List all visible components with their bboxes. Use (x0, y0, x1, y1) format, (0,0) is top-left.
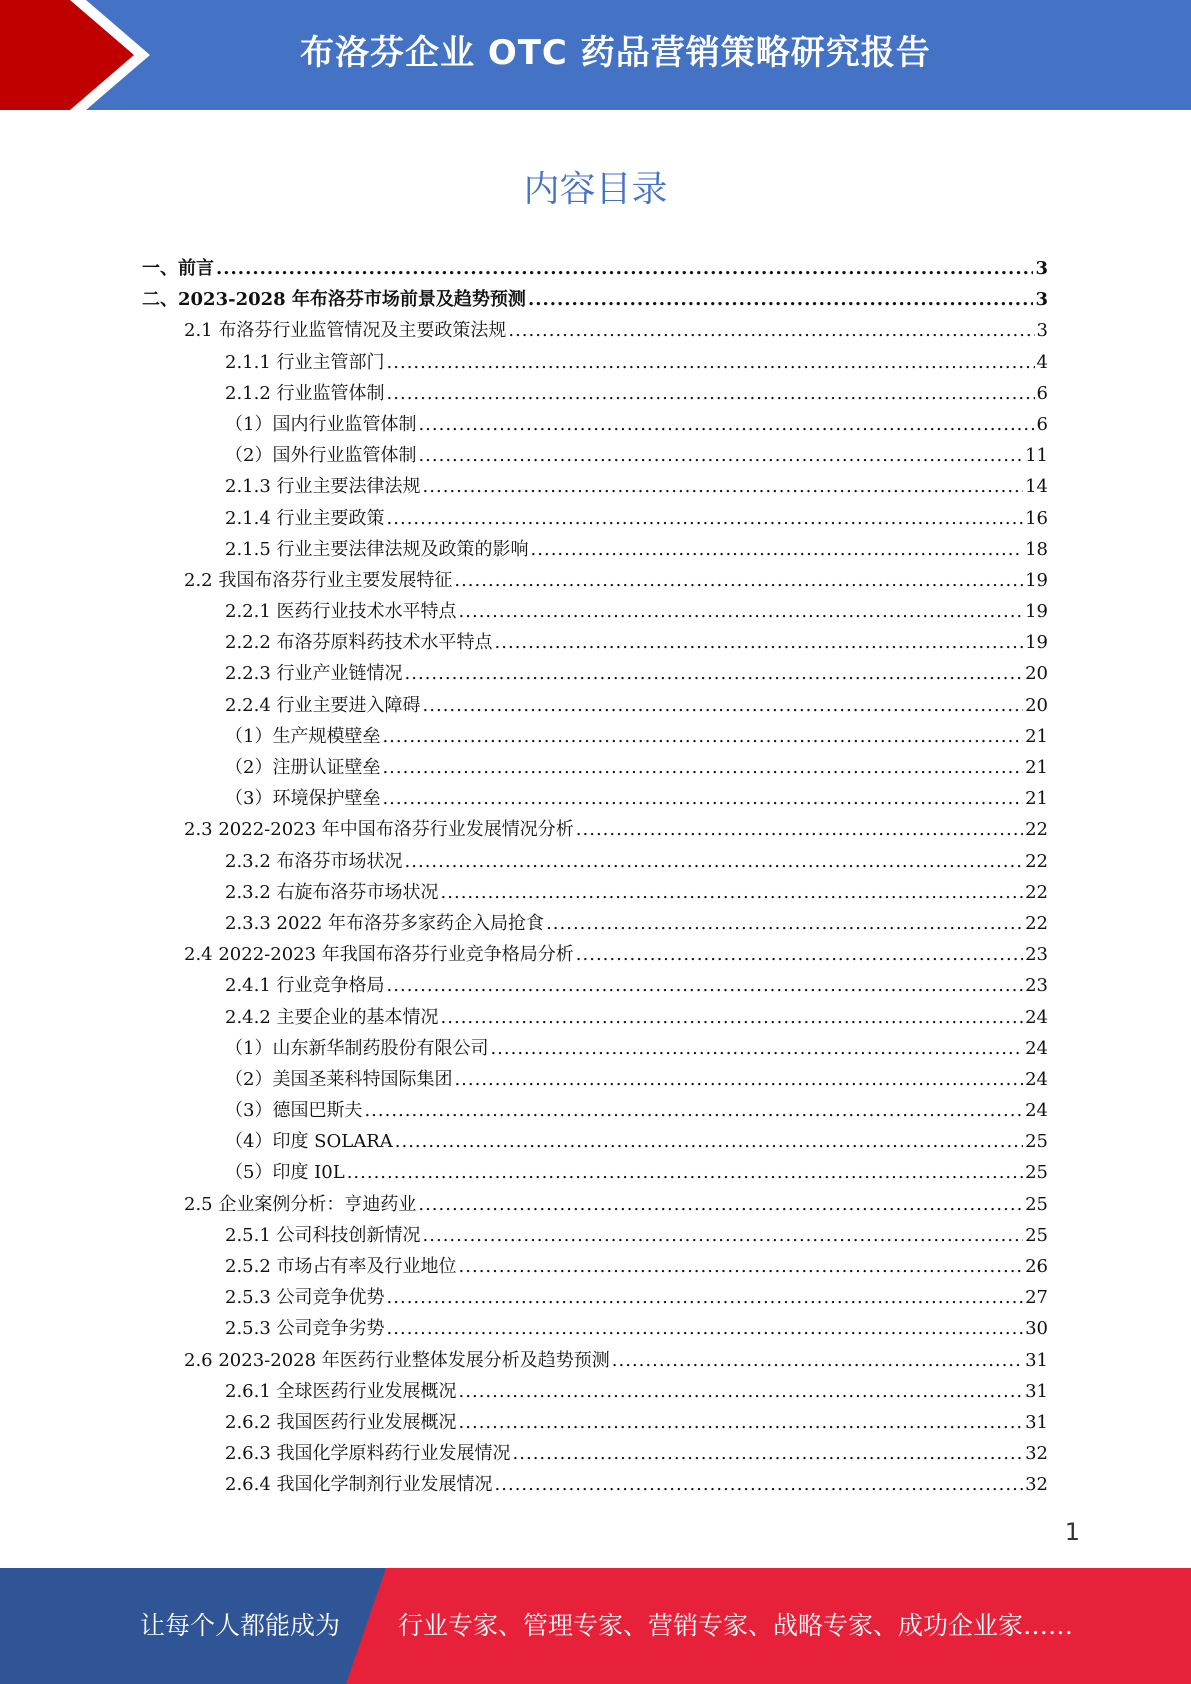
toc-entry-label: 2.2.1 医药行业技术水平特点 (225, 601, 457, 623)
toc-entry-label: 2.4 2022-2023 年我国布洛芬行业竞争格局分析 (184, 944, 574, 966)
toc-entry[interactable] (142, 379, 1048, 410)
toc-leader-dots (387, 383, 1035, 404)
toc-entry-label: 2.1.3 行业主要法律法规 (225, 476, 421, 498)
toc-leader-dots (612, 1350, 1023, 1371)
toc-entry[interactable] (142, 1221, 1048, 1252)
toc-entry-page: 32 (1025, 1474, 1048, 1496)
toc-leader-dots (387, 975, 1024, 996)
toc-entry-label: 2.4.1 行业竞争格局 (225, 975, 385, 997)
toc-leader-dots (495, 1474, 1024, 1495)
toc-entry-label: 2.6.1 全球医药行业发展概况 (225, 1380, 457, 1402)
toc-entry-page: 23 (1025, 944, 1048, 966)
toc-entry[interactable] (142, 472, 1048, 503)
toc-entry[interactable] (142, 1314, 1048, 1345)
toc-leader-dots (347, 1162, 1023, 1183)
toc-entry-label: （2）注册认证壁垒 (225, 757, 381, 778)
toc-entry-page: 24 (1025, 1068, 1048, 1090)
toc-entry-label: 2.3.3 2022 年布洛芬多家药企入局抢食 (225, 912, 545, 934)
toc-leader-dots (387, 1318, 1024, 1339)
toc-entry-page: 24 (1025, 1037, 1048, 1059)
toc-entry[interactable] (142, 1346, 1048, 1377)
toc-entry[interactable] (142, 691, 1048, 722)
toc-leader-dots (454, 1069, 1023, 1090)
toc-entry[interactable] (142, 971, 1048, 1002)
toc-entry-label: 2.2.3 行业产业链情况 (225, 663, 403, 685)
toc-entry[interactable] (142, 597, 1048, 628)
toc-entry[interactable] (142, 535, 1048, 566)
footer-slogan-left: 让每个人都能成为 (140, 1611, 341, 1640)
toc-entry-label: 2.6.4 我国化学制剂行业发展情况 (225, 1474, 493, 1496)
toc-entry-label: 2.5 企业案例分析：亨迪药业 (184, 1193, 417, 1215)
toc-entry-page: 25 (1025, 1131, 1048, 1153)
toc-entry[interactable] (142, 316, 1048, 347)
toc-leader-dots (387, 1287, 1024, 1308)
toc-entry-label: 2.1.2 行业监管体制 (225, 382, 385, 404)
toc-entry[interactable] (142, 410, 1048, 441)
toc-entry-page: 27 (1025, 1287, 1048, 1309)
toc-leader-dots (364, 1100, 1023, 1121)
toc-entry[interactable] (142, 1252, 1048, 1283)
toc-entry-page: 32 (1025, 1443, 1048, 1465)
toc-entry-page: 25 (1025, 1162, 1048, 1184)
toc-entry-page: 20 (1025, 663, 1048, 685)
toc-entry-page: 22 (1025, 819, 1048, 841)
toc-entry-label: 一、前言 (142, 258, 214, 279)
toc-entry[interactable] (142, 940, 1048, 971)
toc-entry-page: 6 (1036, 413, 1048, 435)
toc-entry-page: 21 (1025, 757, 1048, 778)
toc-entry-page: 18 (1025, 538, 1048, 560)
toc-entry-label: 2.3.2 右旋布洛芬市场状况 (225, 881, 439, 903)
toc-entry-page: 21 (1025, 725, 1048, 747)
toc-entry[interactable] (142, 1034, 1048, 1065)
toc-leader-dots (508, 320, 1034, 341)
toc-leader-dots (441, 1007, 1024, 1028)
toc-leader-dots (418, 1194, 1023, 1215)
toc-entry-label: （1）国内行业监管体制 (225, 413, 417, 435)
toc-leader-dots (459, 1256, 1024, 1277)
header-chevron-icon (0, 0, 160, 110)
toc-entry[interactable] (142, 815, 1048, 846)
toc-leader-dots (441, 882, 1024, 903)
footer-slogan-right: 行业专家、管理专家、营销专家、战略专家、成功企业家…… (398, 1611, 1074, 1640)
toc-entry[interactable] (142, 285, 1048, 316)
toc-entry-page: 30 (1025, 1318, 1048, 1340)
toc-leader-dots (387, 352, 1035, 373)
toc-leader-dots (418, 414, 1034, 435)
toc-entry-label: 2.3.2 布洛芬市场状况 (225, 850, 403, 872)
toc-entry-page: 14 (1025, 476, 1048, 498)
toc-entry-label: 2.5.3 公司竞争劣势 (225, 1318, 385, 1340)
toc-entry-label: 2.1 布洛芬行业监管情况及主要政策法规 (184, 320, 507, 342)
toc-entry-page: 19 (1025, 569, 1048, 591)
toc-entry[interactable] (142, 1377, 1048, 1408)
toc-leader-dots (387, 508, 1024, 529)
toc-entry-label: （1）山东新华制药股份有限公司 (225, 1037, 489, 1059)
toc-entry-label: 2.2.4 行业主要进入障碍 (225, 694, 421, 716)
toc-leader-dots (459, 1381, 1024, 1402)
toc-entry[interactable] (142, 1158, 1048, 1189)
toc-entry-label: （5）印度 I0L (225, 1162, 345, 1184)
toc-entry-label: 2.2.2 布洛芬原料药技术水平特点 (225, 632, 493, 654)
toc-leader-dots (423, 1225, 1024, 1246)
toc-entry-label: （3）德国巴斯夫 (225, 1100, 363, 1122)
toc-leader-dots (418, 445, 1023, 466)
toc-leader-dots (382, 788, 1023, 809)
toc-entry[interactable] (142, 1190, 1048, 1221)
toc-entry-label: 2.4.2 主要企业的基本情况 (225, 1006, 439, 1028)
toc-entry[interactable] (142, 847, 1048, 878)
toc-entry-page: 31 (1025, 1380, 1048, 1402)
toc-leader-dots (423, 695, 1024, 716)
toc-entry-page: 19 (1025, 601, 1048, 623)
toc-entry-page: 22 (1025, 850, 1048, 872)
toc-leader-dots (423, 476, 1024, 497)
toc-leader-dots (531, 539, 1024, 560)
toc-entry-page: 3 (1036, 320, 1048, 342)
toc-entry-page: 25 (1025, 1224, 1048, 1246)
toc-entry-page: 21 (1025, 788, 1048, 810)
toc-leader-dots (490, 1038, 1023, 1059)
toc-entry-page: 3 (1035, 258, 1048, 279)
toc-leader-dots (528, 289, 1034, 310)
toc-leader-dots (495, 632, 1024, 653)
toc-entry-page: 24 (1025, 1100, 1048, 1122)
toc-entry-page: 3 (1035, 289, 1048, 311)
toc-entry-label: 2.1.5 行业主要法律法规及政策的影响 (225, 538, 529, 560)
toc-entry-label: 2.1.4 行业主要政策 (225, 507, 385, 529)
toc-entry-label: （2）美国圣莱科特国际集团 (225, 1068, 453, 1090)
toc-entry[interactable] (142, 1439, 1048, 1470)
toc-entry[interactable] (142, 1096, 1048, 1127)
toc-entry-page: 16 (1025, 507, 1048, 529)
toc-entry[interactable] (142, 348, 1048, 379)
toc-entry[interactable] (142, 254, 1048, 285)
table-of-contents (142, 254, 1048, 1502)
toc-leader-dots (576, 944, 1023, 965)
toc-entry[interactable] (142, 1127, 1048, 1158)
toc-entry-page: 26 (1025, 1256, 1048, 1277)
toc-entry[interactable] (142, 784, 1048, 815)
toc-entry[interactable] (142, 1283, 1048, 1314)
toc-leader-dots (216, 258, 1033, 279)
toc-entry[interactable] (142, 909, 1048, 940)
toc-entry-page: 19 (1025, 632, 1048, 654)
page-header (0, 0, 1191, 110)
toc-entry-page: 22 (1025, 912, 1048, 934)
toc-entry[interactable] (142, 1003, 1048, 1034)
toc-entry-label: 2.3 2022-2023 年中国布洛芬行业发展情况分析 (184, 819, 574, 841)
toc-entry-label: 2.5.1 公司科技创新情况 (225, 1224, 421, 1246)
report-title: 布洛芬企业 OTC 药品营销策略研究报告 (300, 33, 931, 73)
toc-entry-page: 11 (1025, 445, 1048, 467)
toc-entry-label: 二、2023-2028 年布洛芬市场前景及趋势预测 (142, 289, 526, 311)
toc-entry-page: 25 (1025, 1193, 1048, 1215)
toc-entry-page: 6 (1036, 382, 1048, 404)
toc-entry-label: （3）环境保护壁垒 (225, 788, 381, 810)
toc-entry-label: （4）印度 SOLARA (225, 1131, 393, 1153)
toc-entry-page: 20 (1025, 694, 1048, 716)
toc-entry-label: 2.6.2 我国医药行业发展概况 (225, 1411, 457, 1433)
toc-entry-page: 22 (1025, 881, 1048, 903)
toc-leader-dots (454, 570, 1023, 591)
toc-leader-dots (395, 1131, 1023, 1152)
toc-entry[interactable] (142, 441, 1048, 472)
toc-leader-dots (546, 913, 1023, 934)
toc-entry-label: （1）生产规模壁垒 (225, 725, 381, 747)
toc-leader-dots (459, 1412, 1024, 1433)
toc-entry[interactable] (142, 1408, 1048, 1439)
toc-entry[interactable] (142, 628, 1048, 659)
toc-leader-dots (382, 757, 1023, 778)
toc-entry[interactable] (142, 1065, 1048, 1096)
toc-entry-label: 2.2 我国布洛芬行业主要发展特征 (184, 569, 453, 591)
toc-entry-label: 2.1.1 行业主管部门 (225, 351, 385, 373)
toc-entry-label: 2.6.3 我国化学原料药行业发展情况 (225, 1443, 511, 1465)
toc-leader-dots (405, 851, 1024, 872)
toc-entry-label: （2）国外行业监管体制 (225, 445, 417, 467)
page-footer (0, 1568, 1191, 1684)
toc-entry-page: 4 (1036, 351, 1048, 373)
toc-entry[interactable] (142, 753, 1048, 784)
toc-entry-label: 2.5.2 市场占有率及行业地位 (225, 1256, 457, 1277)
toc-entry-page: 31 (1025, 1411, 1048, 1433)
toc-leader-dots (576, 819, 1023, 840)
toc-entry[interactable] (142, 878, 1048, 909)
toc-entry-page: 24 (1025, 1006, 1048, 1028)
page-number: 1 (1064, 1518, 1080, 1546)
toc-entry-page: 23 (1025, 975, 1048, 997)
toc-entry[interactable] (142, 722, 1048, 753)
toc-entry[interactable] (142, 1470, 1048, 1501)
toc-leader-dots (513, 1443, 1024, 1464)
toc-entry[interactable] (142, 659, 1048, 690)
toc-leader-dots (459, 601, 1024, 622)
toc-heading: 内容目录 (523, 169, 668, 210)
toc-entry[interactable] (142, 504, 1048, 535)
toc-entry[interactable] (142, 566, 1048, 597)
toc-leader-dots (382, 726, 1023, 747)
toc-leader-dots (405, 663, 1024, 684)
toc-entry-label: 2.6 2023-2028 年医药行业整体发展分析及趋势预测 (184, 1349, 610, 1371)
toc-entry-page: 31 (1025, 1349, 1048, 1371)
toc-entry-label: 2.5.3 公司竞争优势 (225, 1287, 385, 1309)
